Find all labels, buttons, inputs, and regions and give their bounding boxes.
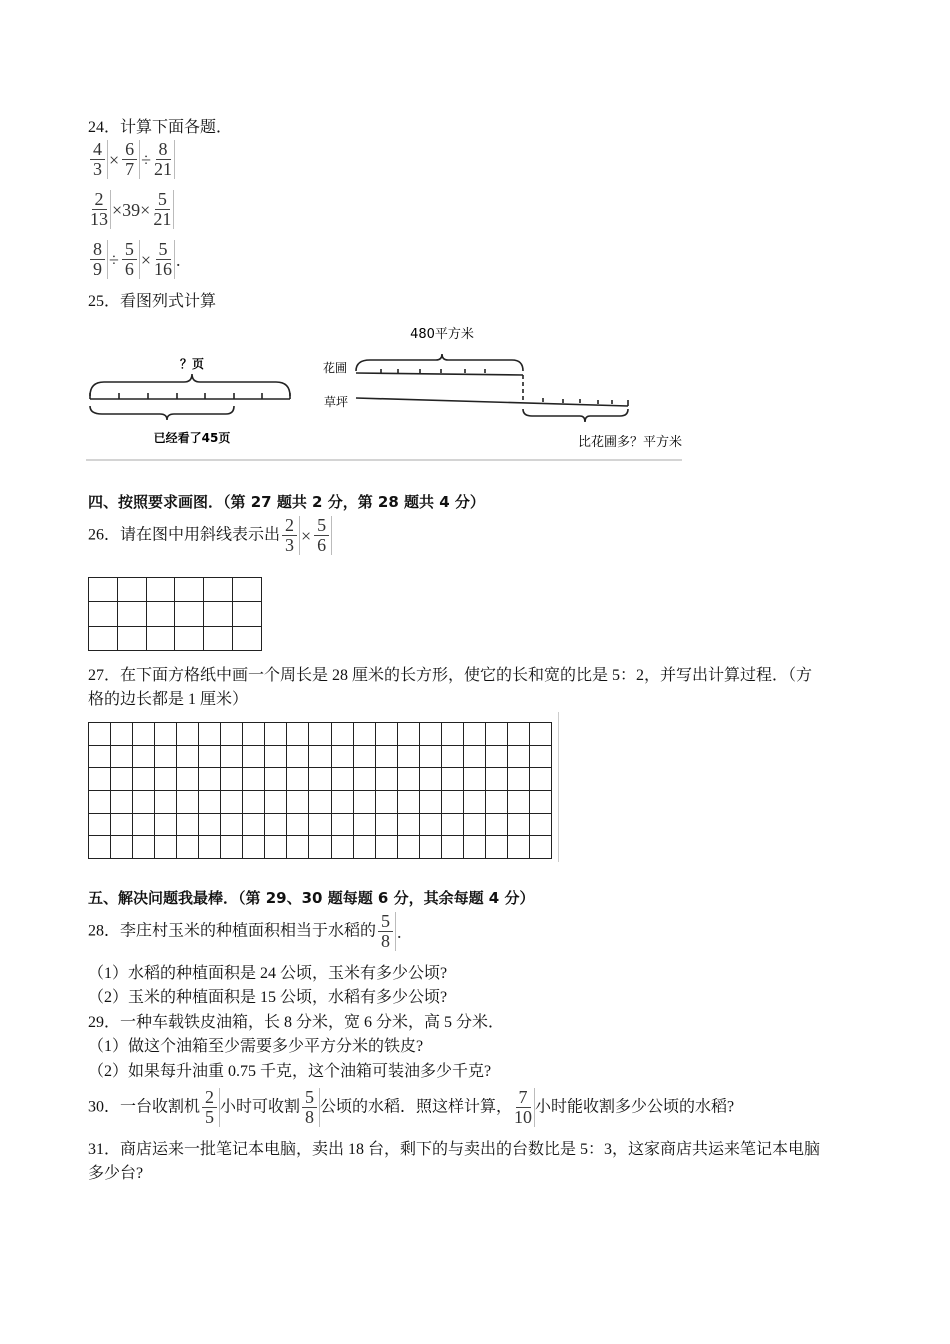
grid-cell[interactable] bbox=[507, 790, 529, 813]
q27-line2: 格的边长都是 1 厘米） bbox=[88, 691, 249, 708]
q26-prompt: 26．请在图中用斜线表示出 bbox=[88, 526, 281, 544]
grid-cell[interactable] bbox=[177, 813, 199, 836]
grid-cell[interactable] bbox=[155, 813, 177, 836]
fraction bbox=[280, 516, 300, 555]
grid-cell[interactable] bbox=[287, 745, 309, 768]
grid-cell[interactable] bbox=[146, 602, 175, 626]
grid-cell[interactable] bbox=[529, 813, 551, 836]
grid-cell[interactable] bbox=[265, 813, 287, 836]
grid-cell[interactable] bbox=[419, 836, 441, 859]
top-brace bbox=[90, 374, 290, 396]
numerator: 8 bbox=[156, 140, 171, 160]
fraction bbox=[376, 912, 396, 951]
fraction bbox=[120, 240, 140, 279]
grid-cell[interactable] bbox=[146, 578, 175, 602]
grid-cell[interactable] bbox=[133, 723, 155, 746]
grid-cell[interactable] bbox=[485, 768, 507, 791]
grid-cell[interactable] bbox=[155, 745, 177, 768]
denominator: 3 bbox=[93, 159, 102, 179]
numerator: 2 bbox=[92, 190, 107, 210]
grid-cell[interactable] bbox=[111, 768, 133, 791]
grid-cell[interactable] bbox=[441, 723, 463, 746]
denominator: 16 bbox=[154, 259, 173, 279]
grid-cell[interactable] bbox=[485, 813, 507, 836]
grid-cell[interactable] bbox=[331, 836, 353, 859]
grid-cell[interactable] bbox=[89, 813, 111, 836]
grid-cell[interactable] bbox=[441, 790, 463, 813]
grid-cell[interactable] bbox=[199, 813, 221, 836]
grid-cell[interactable] bbox=[233, 578, 262, 602]
grid-cell[interactable] bbox=[331, 745, 353, 768]
grid-cell[interactable] bbox=[89, 578, 118, 602]
grid-cell[interactable] bbox=[155, 768, 177, 791]
q25-title: 25．看图列式计算 bbox=[88, 293, 217, 310]
operator: ÷ bbox=[141, 149, 152, 170]
operator: × bbox=[301, 525, 312, 546]
grid-row bbox=[89, 836, 552, 859]
grid-cell[interactable] bbox=[309, 813, 331, 836]
numerator: 5 bbox=[302, 1088, 317, 1108]
grid-cell[interactable] bbox=[133, 768, 155, 791]
grid-cell[interactable] bbox=[199, 836, 221, 859]
grid-cell[interactable] bbox=[265, 790, 287, 813]
ticks bbox=[381, 369, 485, 373]
q29-text: 29．一种车载铁皮油箱，长 8 分米，宽 6 分米，高 5 分米． bbox=[88, 1014, 505, 1031]
fraction bbox=[88, 240, 108, 279]
grid-cell[interactable] bbox=[243, 723, 265, 746]
q27-grid[interactable] bbox=[88, 722, 552, 859]
text: 30．一台收割机 bbox=[88, 1098, 201, 1116]
bottom-brace bbox=[90, 406, 234, 420]
grid-cell[interactable] bbox=[419, 790, 441, 813]
grid-cell[interactable] bbox=[287, 836, 309, 859]
grid-cell[interactable] bbox=[155, 836, 177, 859]
q30-text bbox=[88, 1088, 734, 1127]
q29-sub1: （1）做这个油箱至少需要多少平方分米的铁皮? bbox=[88, 1038, 424, 1055]
period: . bbox=[176, 249, 181, 270]
grid-cell[interactable] bbox=[529, 723, 551, 746]
fraction bbox=[88, 190, 111, 229]
numerator: 8 bbox=[90, 240, 105, 260]
numerator: 5 bbox=[314, 516, 329, 536]
denominator: 3 bbox=[285, 535, 295, 555]
grid-cell[interactable] bbox=[419, 813, 441, 836]
grid-cell[interactable] bbox=[265, 768, 287, 791]
grid-cell[interactable] bbox=[133, 813, 155, 836]
grid-cell[interactable] bbox=[375, 723, 397, 746]
grid-cell[interactable] bbox=[233, 602, 262, 626]
grid-cell[interactable] bbox=[177, 723, 199, 746]
grid-cell[interactable] bbox=[204, 626, 233, 650]
grid-cell[interactable] bbox=[133, 790, 155, 813]
denominator: 6 bbox=[124, 259, 134, 279]
grid-cell[interactable] bbox=[529, 790, 551, 813]
grid-cell[interactable] bbox=[111, 836, 133, 859]
grid-cell[interactable] bbox=[353, 836, 375, 859]
denominator: 7 bbox=[125, 159, 135, 179]
difference-label: 比花圃多？平方米 bbox=[577, 435, 683, 450]
grid-cell[interactable] bbox=[233, 626, 262, 650]
operator: × bbox=[140, 249, 152, 270]
q28-sub1: （1）水稻的种植面积是 24 公顷，玉米有多少公顷? bbox=[88, 965, 448, 982]
grid-cell[interactable] bbox=[89, 745, 111, 768]
grid-row bbox=[89, 813, 552, 836]
grid-cell[interactable] bbox=[397, 723, 419, 746]
grid-cell[interactable] bbox=[89, 723, 111, 746]
grid-cell[interactable] bbox=[204, 578, 233, 602]
grid-cell[interactable] bbox=[287, 768, 309, 791]
grid-row bbox=[89, 723, 552, 746]
fraction bbox=[88, 140, 108, 179]
grid-cell[interactable] bbox=[199, 790, 221, 813]
grid-cell[interactable] bbox=[146, 626, 175, 650]
q28-text bbox=[88, 912, 403, 951]
text: 小时能收割多少公顷的水稻? bbox=[535, 1098, 735, 1116]
grid-cell[interactable] bbox=[243, 813, 265, 836]
numerator: 5 bbox=[156, 240, 171, 260]
grid-cell[interactable] bbox=[111, 723, 133, 746]
grid-cell[interactable] bbox=[287, 813, 309, 836]
grid-cell[interactable] bbox=[265, 836, 287, 859]
text: 公顷的水稻．照这样计算， bbox=[320, 1098, 513, 1116]
section5-heading: 五、解决问题我最棒．（第 29、30 题每题 6 分，其余每题 4 分） bbox=[88, 889, 535, 907]
q24-expr3 bbox=[88, 240, 182, 279]
grid-cell[interactable] bbox=[397, 768, 419, 791]
fraction bbox=[512, 1088, 535, 1127]
q24-expr1 bbox=[88, 140, 175, 179]
grid-cell[interactable] bbox=[331, 768, 353, 791]
grid-cell[interactable] bbox=[441, 836, 463, 859]
grid-cell[interactable] bbox=[353, 745, 375, 768]
grid-row bbox=[89, 578, 262, 602]
grid-cell[interactable] bbox=[353, 723, 375, 746]
diagram-pages bbox=[90, 354, 628, 422]
denominator: 5 bbox=[205, 1107, 215, 1127]
grid-cell[interactable] bbox=[397, 745, 419, 768]
grid-cell[interactable] bbox=[221, 813, 243, 836]
denominator: 10 bbox=[514, 1107, 533, 1127]
grid-cell[interactable] bbox=[463, 768, 485, 791]
grid-cell[interactable] bbox=[117, 626, 146, 650]
grid-cell[interactable] bbox=[353, 768, 375, 791]
grid-cell[interactable] bbox=[441, 745, 463, 768]
denominator: 13 bbox=[90, 209, 108, 229]
grid-cell[interactable] bbox=[243, 836, 265, 859]
grid-row bbox=[89, 745, 552, 768]
grid-cell[interactable] bbox=[265, 723, 287, 746]
grid-cell[interactable] bbox=[485, 790, 507, 813]
grid-cell[interactable] bbox=[463, 790, 485, 813]
grid-cell[interactable] bbox=[309, 836, 331, 859]
grid-cell[interactable] bbox=[133, 836, 155, 859]
grid-cell[interactable] bbox=[375, 768, 397, 791]
grid-cell[interactable] bbox=[117, 578, 146, 602]
grid-cell[interactable] bbox=[243, 745, 265, 768]
ticks bbox=[90, 393, 290, 399]
q25-diagrams bbox=[80, 310, 690, 470]
grid-cell[interactable] bbox=[287, 723, 309, 746]
grid-cell[interactable] bbox=[375, 790, 397, 813]
grid-cell[interactable] bbox=[309, 790, 331, 813]
numerator: 7 bbox=[516, 1088, 531, 1108]
grid-cell[interactable] bbox=[507, 836, 529, 859]
lawn-line bbox=[356, 398, 628, 406]
numerator: 2 bbox=[282, 516, 297, 536]
grid-cell[interactable] bbox=[397, 790, 419, 813]
grid-cell[interactable] bbox=[175, 626, 204, 650]
grid-cell[interactable] bbox=[309, 723, 331, 746]
grid-cell[interactable] bbox=[155, 790, 177, 813]
grid-cell[interactable] bbox=[117, 602, 146, 626]
grid-cell[interactable] bbox=[287, 790, 309, 813]
grid-row bbox=[89, 768, 552, 791]
denominator: 9 bbox=[93, 259, 102, 279]
grid-cell[interactable] bbox=[507, 745, 529, 768]
bottom-brace bbox=[523, 409, 628, 422]
lawn-label: 草坪 bbox=[323, 395, 349, 409]
q28-sub2: （2）玉米的种植面积是 15 公顷，水稻有多少公顷? bbox=[88, 989, 448, 1006]
grid-cell[interactable] bbox=[397, 813, 419, 836]
q27-line1: 27．在下面方格纸中画一个周长是 28 厘米的长方形，使它的长和宽的比是 5：2，并写出计算过程．（方 bbox=[88, 667, 813, 684]
grid-cell[interactable] bbox=[485, 723, 507, 746]
fraction bbox=[312, 516, 332, 555]
grid-cell[interactable] bbox=[89, 836, 111, 859]
grid-cell[interactable] bbox=[375, 836, 397, 859]
grid-cell[interactable] bbox=[331, 723, 353, 746]
operator: × bbox=[109, 149, 120, 170]
q28-prompt: 28．李庄村玉米的种植面积相当于水稻的 bbox=[88, 922, 377, 940]
grid-cell[interactable] bbox=[375, 745, 397, 768]
grid-row bbox=[89, 626, 262, 650]
numerator: 5 bbox=[155, 190, 170, 210]
grid-cell[interactable] bbox=[331, 813, 353, 836]
q26-grid[interactable] bbox=[88, 577, 262, 651]
grid-cell[interactable] bbox=[177, 768, 199, 791]
grid-cell[interactable] bbox=[155, 723, 177, 746]
grid-cell[interactable] bbox=[397, 836, 419, 859]
text: 小时可收割 bbox=[220, 1098, 301, 1116]
grid-cell[interactable] bbox=[199, 723, 221, 746]
grid-cell[interactable] bbox=[133, 745, 155, 768]
grid-cell[interactable] bbox=[199, 768, 221, 791]
grid-cell[interactable] bbox=[529, 768, 551, 791]
flower-bed-label: 花圃 bbox=[322, 361, 348, 375]
grid-cell[interactable] bbox=[175, 602, 204, 626]
q31-line2: 多少台? bbox=[88, 1165, 144, 1182]
flower-bed-line bbox=[356, 373, 523, 375]
denominator: 6 bbox=[317, 535, 327, 555]
grid-cell[interactable] bbox=[529, 745, 551, 768]
grid-cell[interactable] bbox=[419, 745, 441, 768]
fraction bbox=[152, 240, 175, 279]
pages-read-label: 已经看了45页 bbox=[153, 431, 231, 445]
grid-cell[interactable] bbox=[89, 768, 111, 791]
grid-cell[interactable] bbox=[221, 836, 243, 859]
denominator: 21 bbox=[153, 209, 172, 229]
fraction bbox=[120, 140, 140, 179]
denominator: 21 bbox=[154, 159, 173, 179]
numerator: 5 bbox=[378, 912, 393, 932]
grid-cell[interactable] bbox=[89, 790, 111, 813]
grid-cell[interactable] bbox=[199, 745, 221, 768]
grid-cell[interactable] bbox=[309, 768, 331, 791]
grid-cell[interactable] bbox=[353, 813, 375, 836]
grid-cell[interactable] bbox=[463, 813, 485, 836]
numerator: 2 bbox=[202, 1088, 217, 1108]
denominator: 8 bbox=[381, 931, 391, 951]
grid-row bbox=[89, 790, 552, 813]
grid-cell[interactable] bbox=[89, 602, 118, 626]
grid-cell[interactable] bbox=[529, 836, 551, 859]
grid-cell[interactable] bbox=[265, 745, 287, 768]
grid-cell[interactable] bbox=[111, 813, 133, 836]
q24-expr2 bbox=[88, 190, 174, 229]
q26-text bbox=[88, 516, 332, 555]
grid-cell[interactable] bbox=[507, 813, 529, 836]
grid-cell[interactable] bbox=[243, 790, 265, 813]
grid-cell[interactable] bbox=[485, 745, 507, 768]
numerator: 4 bbox=[90, 140, 105, 160]
grid-cell[interactable] bbox=[463, 723, 485, 746]
grid-cell[interactable] bbox=[111, 790, 133, 813]
top-brace bbox=[356, 354, 523, 371]
grid-cell[interactable] bbox=[441, 768, 463, 791]
grid-cell[interactable] bbox=[463, 836, 485, 859]
fraction bbox=[300, 1088, 320, 1127]
grid-cell[interactable] bbox=[507, 768, 529, 791]
operator: ÷ bbox=[109, 249, 119, 270]
grid-cell[interactable] bbox=[221, 790, 243, 813]
pages-total-label: ？页 bbox=[179, 357, 205, 371]
grid-cell[interactable] bbox=[177, 745, 199, 768]
grid-cell[interactable] bbox=[177, 836, 199, 859]
grid-cell[interactable] bbox=[375, 813, 397, 836]
grid-cell[interactable] bbox=[353, 790, 375, 813]
section4-heading: 四、按照要求画图．（第 27 题共 2 分，第 28 题共 4 分） bbox=[88, 493, 485, 511]
grid-cell[interactable] bbox=[221, 745, 243, 768]
q29-sub2: （2）如果每升油重 0.75 千克，这个油箱可装油多少千克? bbox=[88, 1063, 492, 1080]
grid-cell[interactable] bbox=[204, 602, 233, 626]
denominator: 8 bbox=[305, 1107, 315, 1127]
numerator: 6 bbox=[122, 140, 137, 160]
flower-area-label: 480平方米 bbox=[410, 327, 474, 342]
period: . bbox=[397, 921, 402, 942]
grid-cell[interactable] bbox=[243, 768, 265, 791]
grid-cell[interactable] bbox=[463, 745, 485, 768]
grid-cell[interactable] bbox=[221, 768, 243, 791]
fraction bbox=[200, 1088, 220, 1127]
fraction bbox=[152, 140, 175, 179]
grid-cell[interactable] bbox=[177, 790, 199, 813]
grid-cell[interactable] bbox=[111, 745, 133, 768]
grid-cell[interactable] bbox=[89, 626, 118, 650]
grid-cell[interactable] bbox=[507, 723, 529, 746]
grid-cell[interactable] bbox=[419, 768, 441, 791]
grid-cell[interactable] bbox=[175, 578, 204, 602]
grid-cell[interactable] bbox=[441, 813, 463, 836]
grid-cell[interactable] bbox=[331, 790, 353, 813]
grid-row bbox=[89, 602, 262, 626]
operator: ×39× bbox=[112, 199, 151, 220]
q31-line1: 31．商店运来一批笔记本电脑，卖出 18 台，剩下的与卖出的台数比是 5：3，这家商店共运来笔记本电脑 bbox=[88, 1141, 821, 1158]
grid-edge bbox=[558, 712, 559, 862]
numerator: 5 bbox=[122, 240, 137, 260]
grid-cell[interactable] bbox=[221, 723, 243, 746]
grid-cell[interactable] bbox=[419, 723, 441, 746]
q24-title: 24．计算下面各题． bbox=[88, 119, 233, 136]
fraction bbox=[151, 190, 174, 229]
grid-cell[interactable] bbox=[309, 745, 331, 768]
grid-cell[interactable] bbox=[485, 836, 507, 859]
